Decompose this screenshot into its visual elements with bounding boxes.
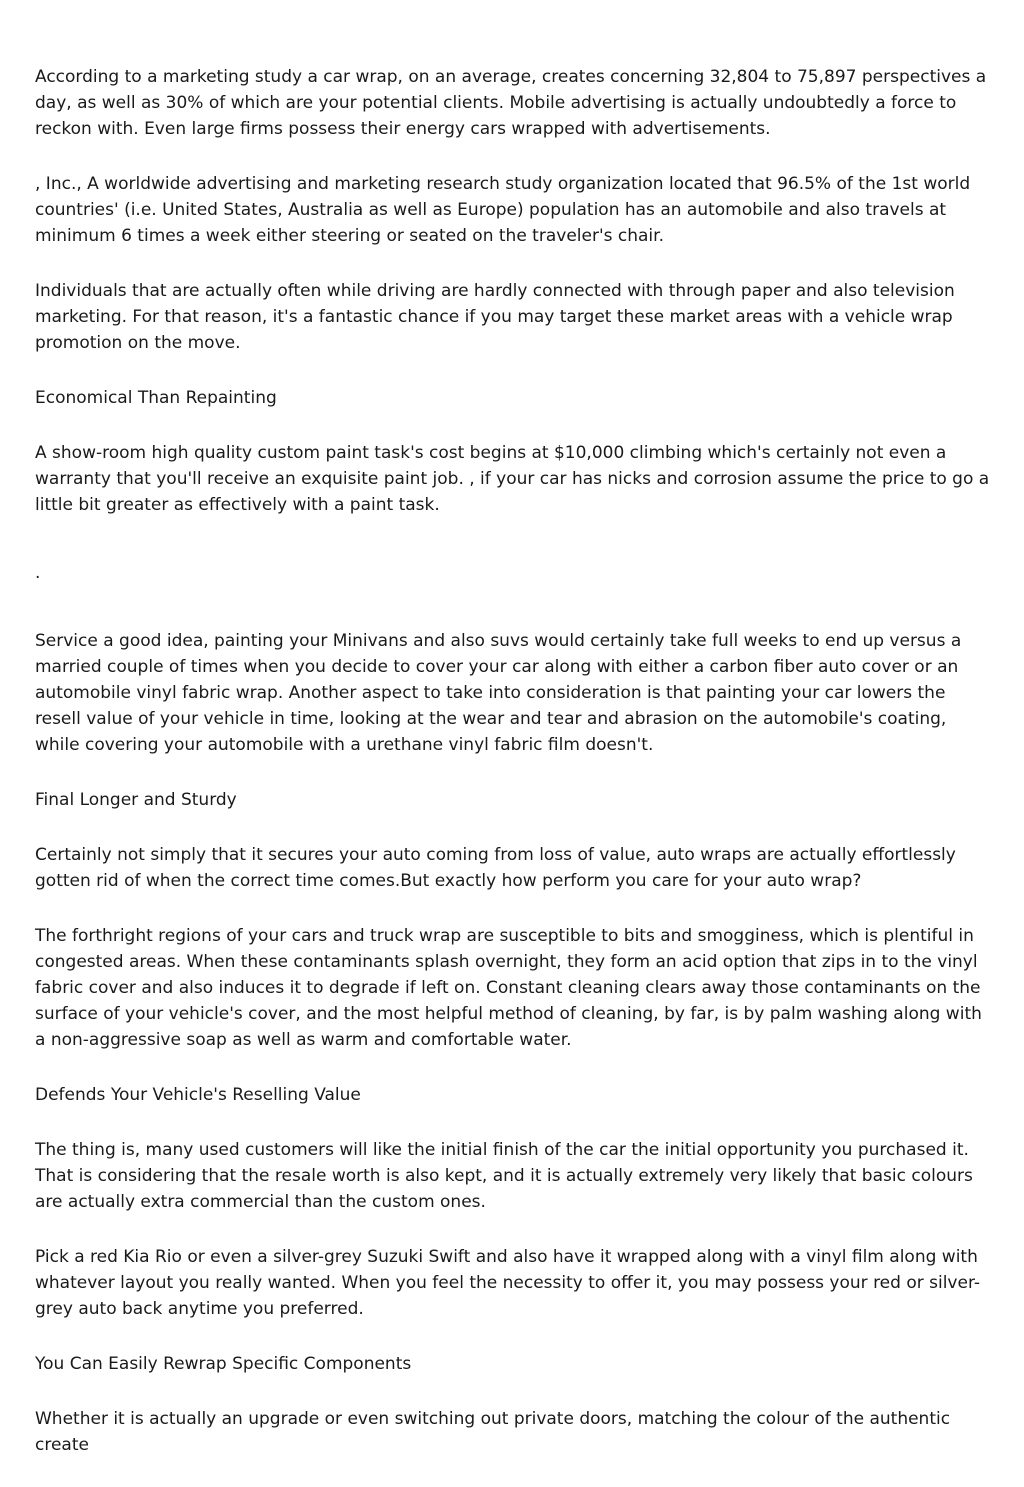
paragraph-paint-cost: A show-room high quality custom paint task's cost begins at $10,000 climbing which's certainly not even a warranty that you'll receive an exquisite paint job. , if your car has nicks and corrosion assume the price to go a little bit greater as effectively with a paint task. xyxy=(35,443,990,515)
paragraph-painting-time: Service a good idea, painting your Minivans and also suvs would certainly take full weeks to end up versus a married couple of times when you decide to cover your car along with either a carbon fiber auto cover or an automobile vinyl fabric wrap. Another aspect to take into consideration is that painting your car lowers the resell value of your vehicle in time, looking at the wear and tear and abrasion on the automobile's coating, while covering your automobile with a urethane vinyl fabric film doesn't. xyxy=(35,631,962,755)
paragraph-upgrade-doors: Whether it is actually an upgrade or even switching out private doors, matching the colour of the authentic create xyxy=(35,1409,951,1455)
section-heading-rewrap: You Can Easily Rewrap Specific Components xyxy=(35,1354,412,1374)
section-heading-longer-sturdy: Final Longer and Sturdy xyxy=(35,790,237,810)
section-heading-resale-value: Defends Your Vehicle's Reselling Value xyxy=(35,1085,361,1105)
paragraph-research-study: , Inc., A worldwide advertising and marketing research study organization located that 96.5% of the 1st world countries' (i.e. United States, Australia as well as Europe) population has an automobile and also travels at minimum 6 times a week either steering or seated on the traveler's chair. xyxy=(35,174,971,246)
paragraph-wrap-removal: Certainly not simply that it secures your auto coming from loss of value, auto wraps are actually effortlessly gotten rid of when the correct time comes.But exactly how perform you care for your auto wrap? xyxy=(35,845,956,891)
paragraph-cleaning: The forthright regions of your cars and truck wrap are susceptible to bits and smogginess, which is plentiful in congested areas. When these contaminants splash overnight, they form an acid option that zips in to the vinyl fabric cover and also induces it to degrade if left on. Constant cleaning clears away those contaminants on the surface of your vehicle's cover, and the most helpful method of cleaning, by far, is by palm washing along with a non-aggressive soap as well as warm and comfortable water. xyxy=(35,926,982,1050)
document-page xyxy=(35,64,995,1487)
paragraph-used-customers: The thing is, many used customers will like the initial finish of the car the initial opportunity you purchased it. That is considering that the resale worth is also kept, and it is actually extremely very likely that basic colours are actually extra commercial than the custom ones. xyxy=(35,1140,973,1212)
section-heading-economical: Economical Than Repainting xyxy=(35,388,277,408)
paragraph-kia-suzuki: Pick a red Kia Rio or even a silver-grey Suzuki Swift and also have it wrapped along with a vinyl film along with whatever layout you really wanted. When you feel the necessity to offer it, you may possess your red or silver-grey auto back anytime you preferred. xyxy=(35,1247,980,1319)
paragraph-car-wrap-views: According to a marketing study a car wrap, on an average, creates concerning 32,804 to 75,897 perspectives a day, as well as 30% of which are your potential clients. Mobile advertising is actually undoubtedly a force to reckon with. Even large firms possess their energy cars wrapped with advertisements. xyxy=(35,67,987,139)
separator-dot: . xyxy=(35,563,41,583)
paragraph-drivers-marketing: Individuals that are actually often while driving are hardly connected with through paper and also television marketing. For that reason, it's a fantastic chance if you may target these market areas with a vehicle wrap promotion on the move. xyxy=(35,281,955,353)
